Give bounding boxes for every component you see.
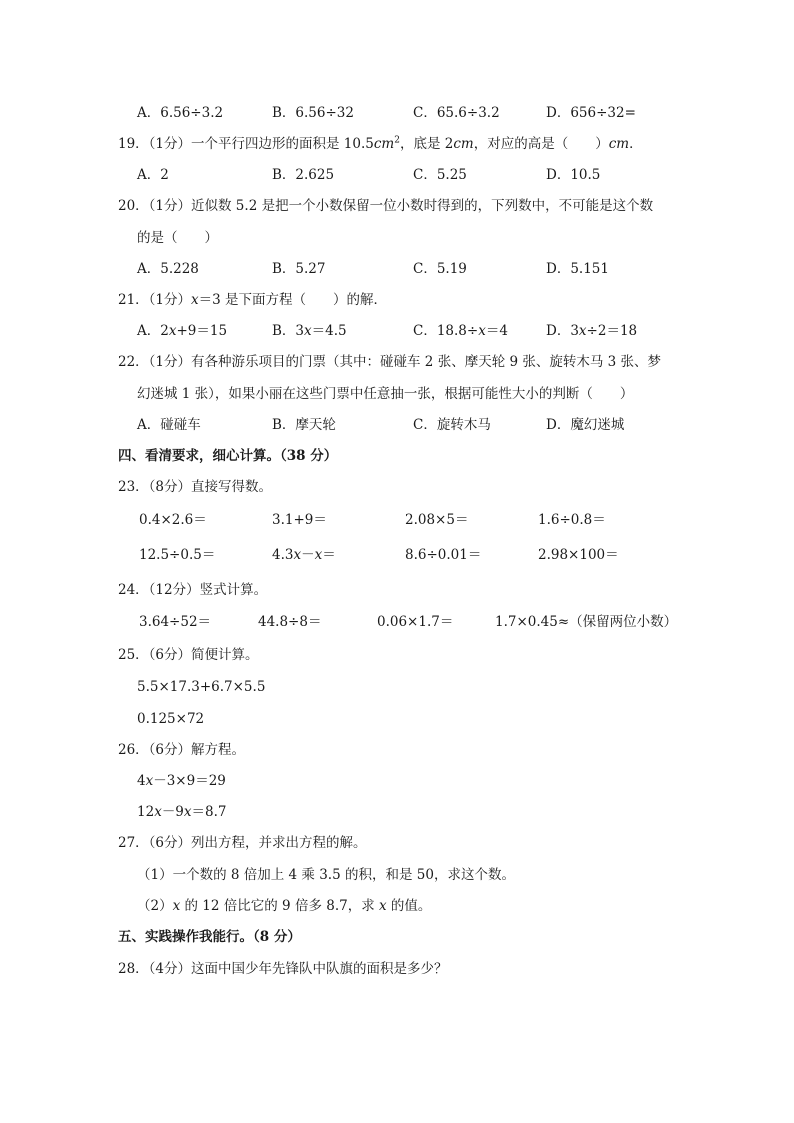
calc-expression: 5.5×17.3+6.7×5.5 xyxy=(137,679,266,695)
question-24: 24．（12分）竖式计算。 xyxy=(118,582,268,598)
option-a: A．2x+9＝15 xyxy=(137,323,228,339)
question-20: 20．（1分）近似数 5.2 是把一个小数保留一位小数时得到的，下列数中，不可能是这个数 xyxy=(118,198,654,214)
question-21 xyxy=(118,291,387,309)
unit-cm: cm xyxy=(373,136,395,152)
calc-expression: 0.125×72 xyxy=(137,711,205,727)
calc-item: 1.6÷0.8＝ xyxy=(538,512,606,528)
equation: 4x－3×9＝29 xyxy=(137,773,226,789)
q19-stem-c: ，对应的高是（ ） xyxy=(473,136,609,152)
calc-item: 4.3x－x＝ xyxy=(272,547,336,563)
option-d: D．10.5 xyxy=(546,167,601,183)
question-22: 22．（1分）有各种游乐项目的门票（其中：碰碰车 2 张、摩天轮 9 张、旋转木马 3 张、梦 xyxy=(118,354,662,370)
variable-x: x xyxy=(191,292,199,308)
question-25: 25．（6分）简便计算。 xyxy=(118,647,259,663)
option-c: C．旋转木马 xyxy=(413,417,491,433)
calc-item: 44.8÷8＝ xyxy=(258,614,322,630)
equation: 12x－9x＝8.7 xyxy=(137,804,227,820)
sub-question-1: （1）一个数的 8 倍加上 4 乘 3.5 的积，和是 50，求这个数。 xyxy=(137,867,515,883)
calc-item: 0.4×2.6＝ xyxy=(139,512,207,528)
option-d: D．3x÷2＝18 xyxy=(546,323,638,339)
calc-item: 1.7×0.45≈（保留两位小数） xyxy=(495,614,678,630)
option-b: B．5.27 xyxy=(272,261,326,277)
unit-cm: cm xyxy=(608,136,630,152)
calc-item: 3.1+9＝ xyxy=(272,512,327,528)
question-20-cont: 的是（ ） xyxy=(137,230,218,246)
calc-item: 8.6÷0.01＝ xyxy=(405,547,482,563)
option-b: B．摩天轮 xyxy=(272,417,336,433)
sub-question-2: （2）x 的 12 倍比它的 9 倍多 8.7，求 x 的值。 xyxy=(137,898,432,914)
q19-stem: 19．（1分）一个平行四边形的面积是 10.5 xyxy=(118,136,374,152)
q19-stem-d: ． xyxy=(629,136,643,152)
option-b: B．3x＝4.5 xyxy=(272,323,347,339)
question-28: 28．（4分）这面中国少年先锋队中队旗的面积是多少？ xyxy=(118,961,448,977)
option-c: C．5.19 xyxy=(413,261,467,277)
section-heading-5: 五、实践操作我能行。（8 分） xyxy=(118,929,301,945)
option-a: A．6.56÷3.2 xyxy=(137,105,224,121)
option-d: D．656÷32= xyxy=(546,105,636,121)
option-b: B．2.625 xyxy=(272,167,335,183)
question-23: 23．（8分）直接写得数。 xyxy=(118,479,273,495)
calc-item: 2.08×5＝ xyxy=(405,512,469,528)
option-d: D．5.151 xyxy=(546,261,609,277)
q19-stem-b: ，底是 2 xyxy=(399,136,454,152)
unit-cm: cm xyxy=(453,136,474,152)
q21-stem: ＝3 是下面方程（ ）的解． xyxy=(198,292,388,308)
calc-item: 0.06×1.7＝ xyxy=(377,614,454,630)
option-c: C．18.8÷x＝4 xyxy=(413,323,508,339)
option-a: A．5.228 xyxy=(137,261,199,277)
section-heading-4: 四、看清要求，细心计算。（38 分） xyxy=(118,448,338,464)
calc-item: 2.98×100＝ xyxy=(538,547,619,563)
option-c: C．5.25 xyxy=(413,167,467,183)
option-a: A．2 xyxy=(137,167,169,183)
calc-item: 12.5÷0.5＝ xyxy=(139,547,216,563)
question-22-cont: 幻迷城 1 张），如果小丽在这些门票中任意抽一张，根据可能性大小的判断（ ） xyxy=(137,386,634,402)
question-27: 27．（6分）列出方程，并求出方程的解。 xyxy=(118,835,367,851)
option-b: B．6.56÷32 xyxy=(272,105,354,121)
calc-item: 3.64÷52＝ xyxy=(139,614,212,630)
question-19: 19．（1分）一个平行四边形的面积是 $10.5cm^2$，底是 2cm，对应的高是（ ）cm． xyxy=(118,135,643,152)
option-c: C．65.6÷3.2 xyxy=(413,105,500,121)
q21-number: 21．（1分） xyxy=(118,292,192,308)
option-d: D．魔幻迷城 xyxy=(546,417,625,433)
option-a: A．碰碰车 xyxy=(137,417,201,433)
question-26: 26．（6分）解方程。 xyxy=(118,742,246,758)
